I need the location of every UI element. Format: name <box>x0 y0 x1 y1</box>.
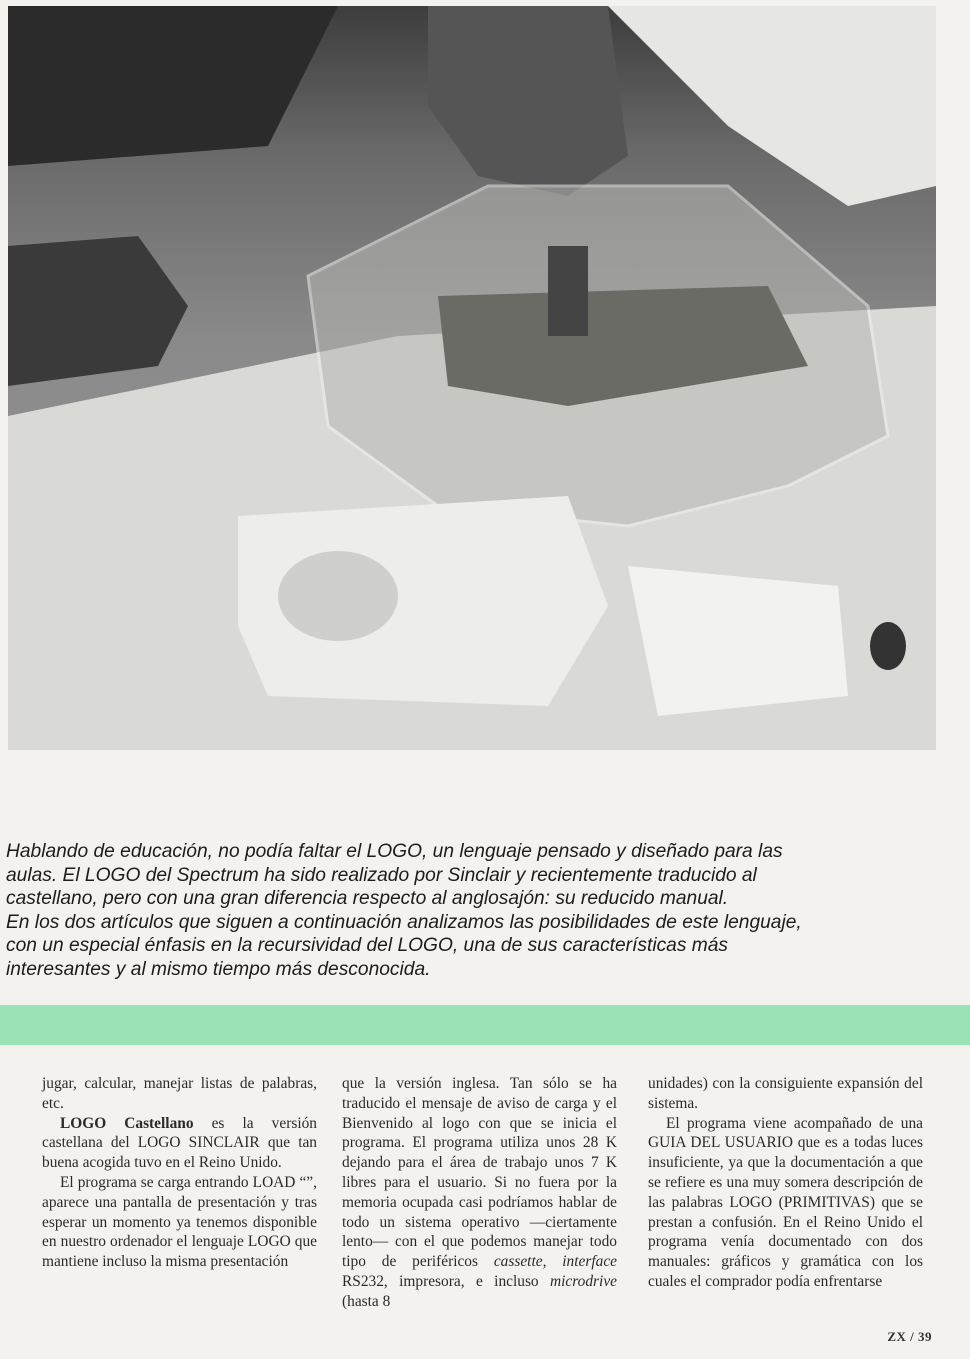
italic-term: cassette, <box>493 1253 547 1271</box>
paragraph-text: RS232, impresora, e incluso <box>342 1272 551 1290</box>
column-1 <box>42 1074 317 1272</box>
paragraph: El programa se carga entrando LOAD “”, aparece una pantalla de presentación y tras esperar un momento ya tenemos disponible en nuestro ordenador el lenguaje LOGO que mantiene incluso la misma presentación <box>42 1173 317 1271</box>
intro-line: Hablando de educación, no podía faltar el LOGO, un lenguaje pensado y diseñado para las <box>6 841 783 862</box>
section-divider-bar <box>0 1005 970 1045</box>
turtle-robot-photo <box>8 6 936 750</box>
paragraph-text: (hasta 8 <box>342 1292 391 1310</box>
turtle-robot-photo-icon <box>8 6 936 750</box>
page-number: ZX / 39 <box>887 1329 932 1344</box>
column-2 <box>342 1074 617 1312</box>
intro-line: En los dos artículos que siguen a continuación analizamos las posibilidades de este lenguaje, <box>6 911 802 933</box>
bold-term: LOGO Castellano <box>60 1114 194 1132</box>
italic-term: interface <box>562 1253 617 1271</box>
intro-line: aulas. El LOGO del Spectrum ha sido realizado por Sinclair y recientemente traducido al <box>6 864 757 886</box>
column-3 <box>648 1074 923 1292</box>
intro-line: con un especial énfasis en la recursividad del LOGO, una de sus características más <box>6 935 729 957</box>
paragraph-text: que la versión inglesa. Tan sólo se ha traducido el mensaje de aviso de carga y el Bienvenido al logo con que se inicia el programa. El programa utiliza unos 28 K dejando para el área de trabajo unos 7 K libres para el usuario. Si no fuera por la memoria ocupada casi podríamos hablar de todo un sistema operativo —ciertamente lento— con el que podemos manejar todo tipo de periféricos <box>342 1075 617 1271</box>
paragraph: unidades) con la consiguiente expansión del sistema. <box>648 1075 923 1112</box>
intro-line: castellano, pero con una gran diferencia respecto al anglosajón: su reducido manual. <box>6 888 729 910</box>
paragraph <box>42 1114 317 1173</box>
intro-line: interesantes y al mismo tiempo más desconocida. <box>6 958 431 980</box>
intro-paragraph <box>6 840 946 982</box>
italic-term: microdrive <box>550 1272 617 1290</box>
paragraph-text: es la versión castellana del LOGO SINCLAIR que tan buena acogida tuvo en el Reino Unido. <box>42 1114 317 1172</box>
paragraph: El programa viene acompañado de una GUIA DEL USUARIO que es a todas luces insuficiente, ya que la documentación a que se refiere es una muy somera descripción de las palabras LOGO (PRIMITIVAS) que se prestan a confusión. En el Reino Unido el programa venía documentado con dos manuales: gráficos y gramática con los cuales el comprador podía enfrentarse <box>648 1114 923 1290</box>
paragraph-text <box>546 1253 562 1270</box>
paragraph <box>342 1074 617 1312</box>
paragraph: jugar, calcular, manejar listas de palabras, etc. <box>42 1075 317 1112</box>
